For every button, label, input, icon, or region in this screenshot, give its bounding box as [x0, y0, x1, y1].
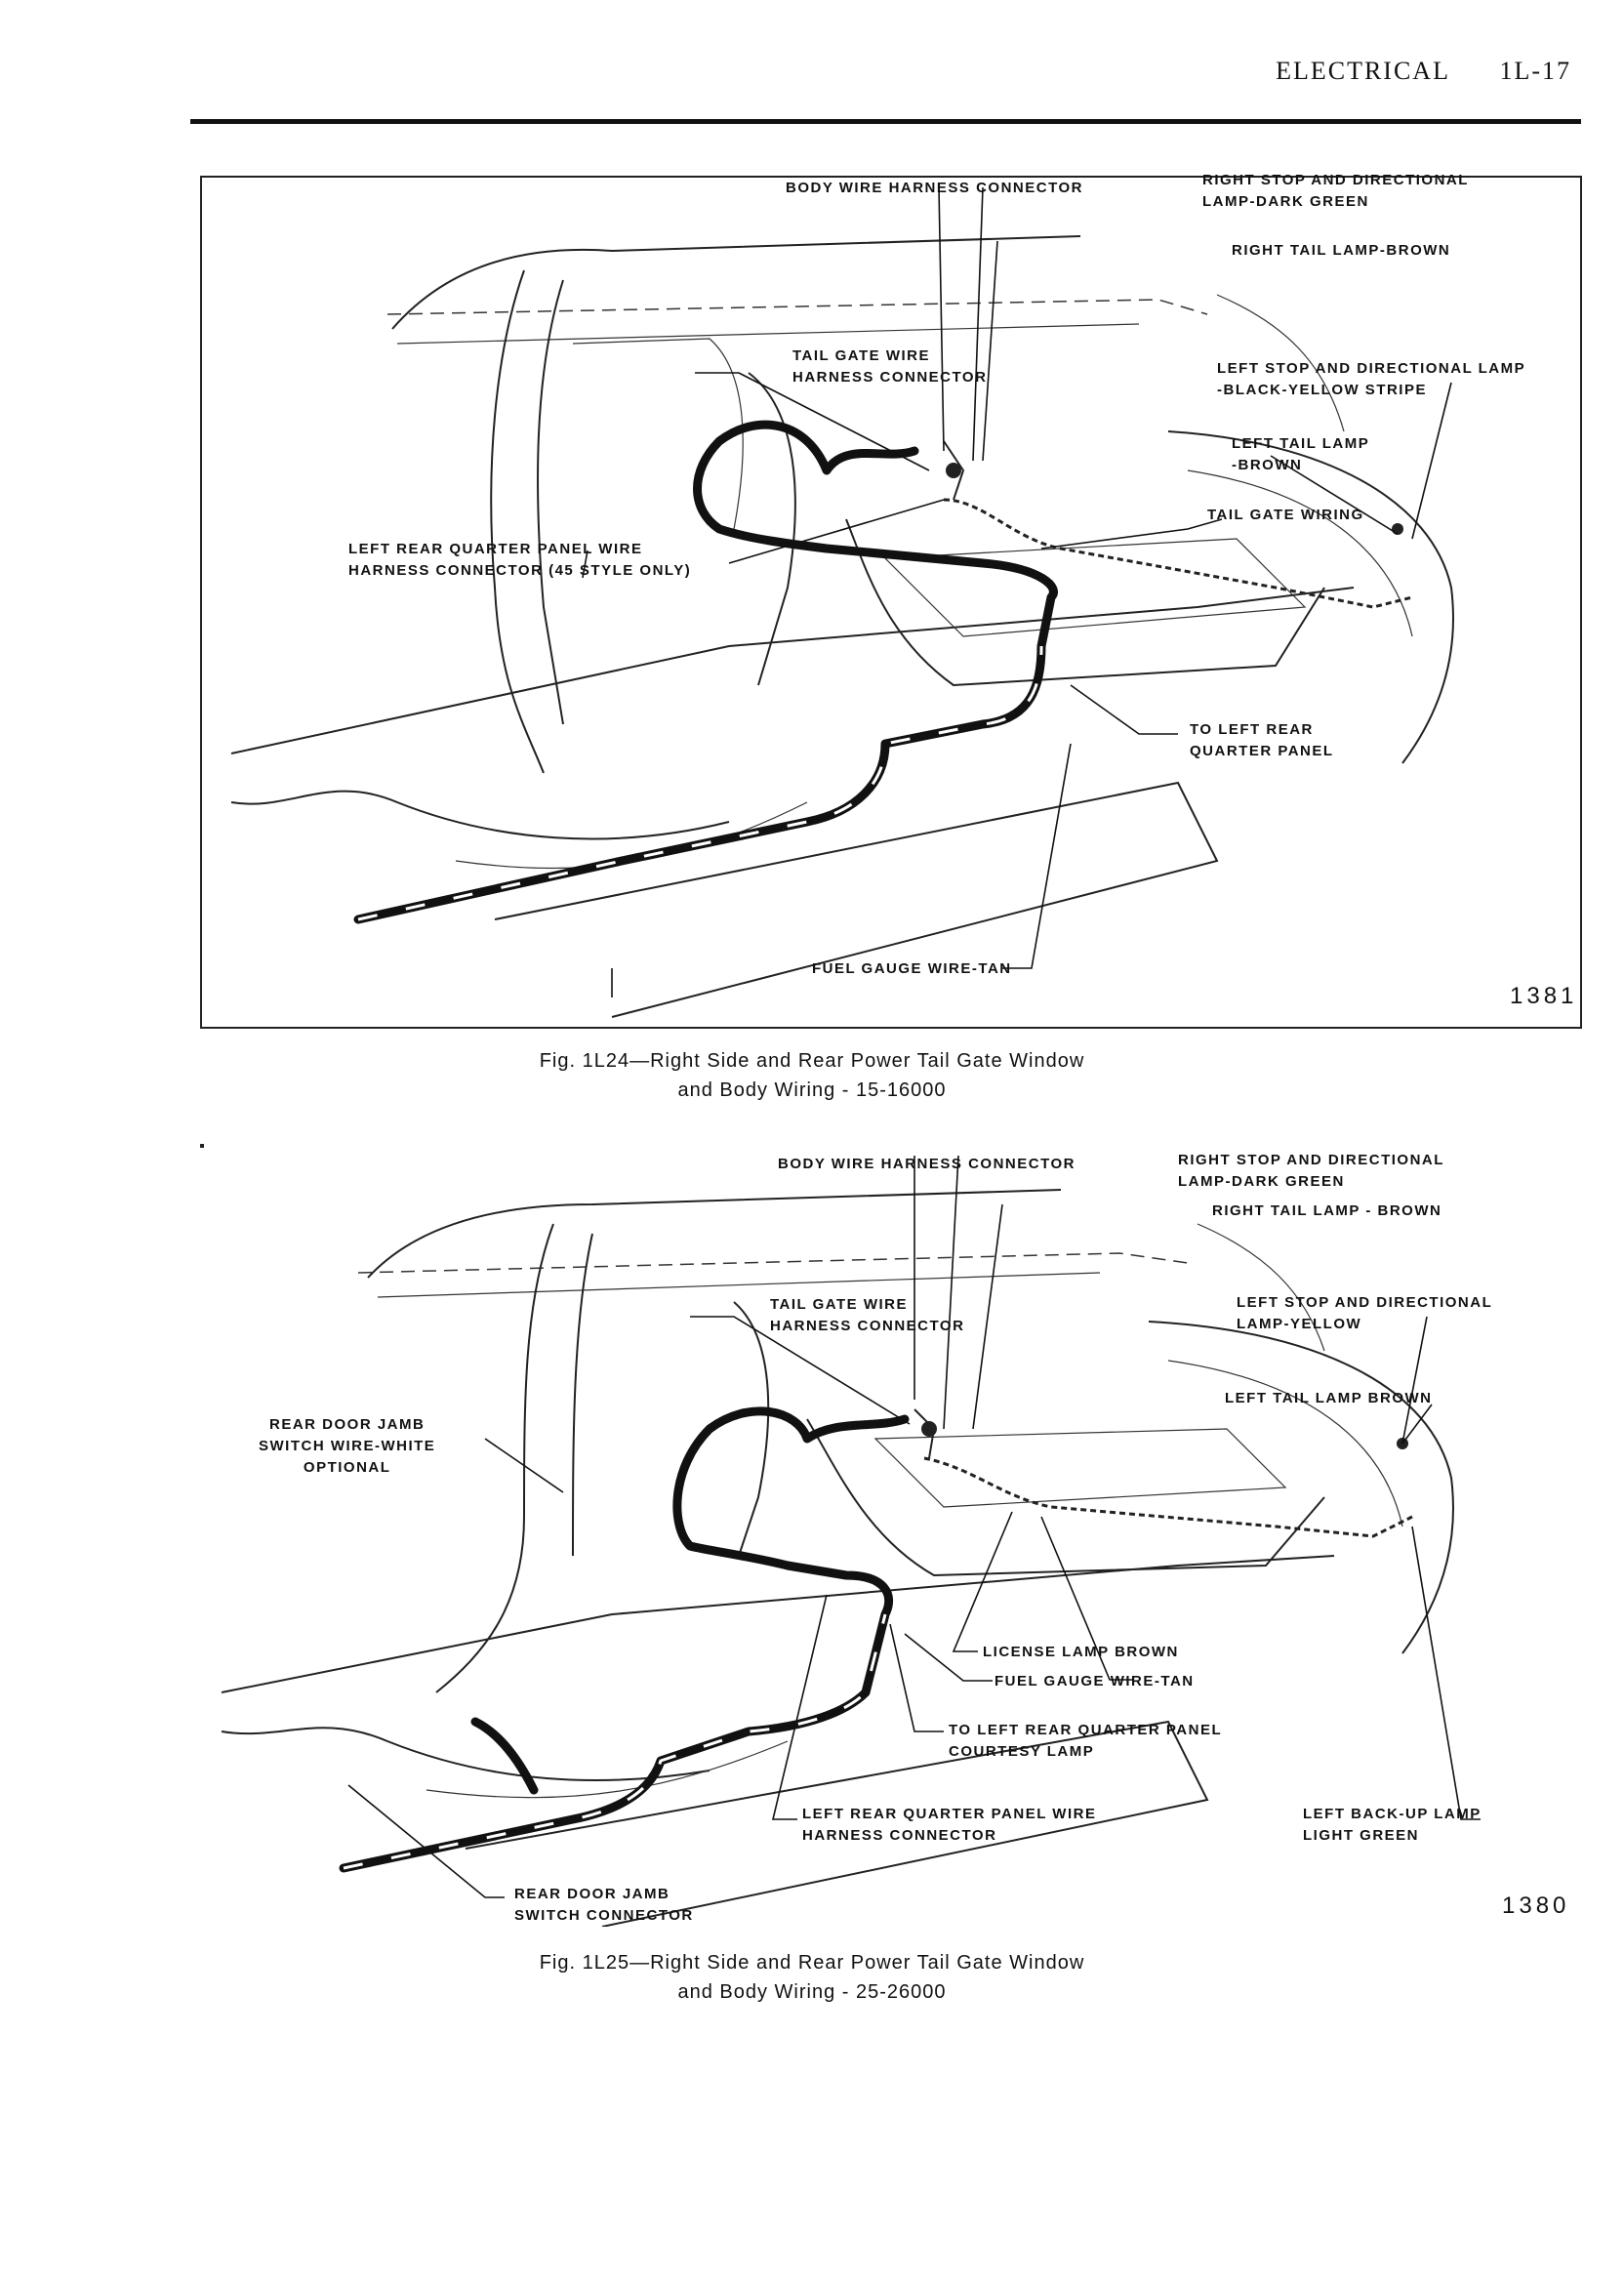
section-title: ELECTRICAL — [1276, 57, 1450, 85]
label-body-wire-harness-connector: BODY WIRE HARNESS CONNECTOR — [786, 180, 1083, 196]
figure-1-drawing — [202, 178, 1580, 1027]
label-left-stop-directional: LEFT STOP AND DIRECTIONAL LAMP-YELLOW — [1237, 1294, 1493, 1332]
label-left-back-up-lamp: LEFT BACK-UP LAMP LIGHT GREEN — [1303, 1806, 1482, 1844]
figure-2-caption: Fig. 1L25—Right Side and Rear Power Tail Gate Window and Body Wiring - 25-26000 — [539, 1952, 1085, 2003]
label-rear-door-jamb-switch-wire: REAR DOOR JAMB SWITCH WIRE-WHITE OPTIONAL — [259, 1416, 436, 1476]
label-left-stop-directional: LEFT STOP AND DIRECTIONAL LAMP -BLACK-YELLOW STRIPE — [1217, 360, 1526, 398]
label-fuel-gauge-wire: FUEL GAUGE WIRE-TAN — [995, 1673, 1195, 1690]
page-header — [1276, 57, 1571, 86]
label-right-tail-lamp: RIGHT TAIL LAMP-BROWN — [1232, 242, 1451, 259]
label-tail-gate-wire-harness: TAIL GATE WIRE HARNESS CONNECTOR — [770, 1296, 965, 1334]
label-right-stop-directional: RIGHT STOP AND DIRECTIONAL LAMP-DARK GREEN — [1178, 1152, 1444, 1190]
figure-1 — [200, 172, 1582, 1029]
figure-1-caption: Fig. 1L24—Right Side and Rear Power Tail Gate Window and Body Wiring - 15-16000 — [539, 1050, 1085, 1101]
label-left-rear-quarter-panel: LEFT REAR QUARTER PANEL WIRE HARNESS CONNECTOR (45 STYLE ONLY) — [348, 541, 692, 579]
label-rear-door-jamb-switch-connector: REAR DOOR JAMB SWITCH CONNECTOR — [514, 1886, 694, 1924]
label-body-wire-harness-connector: BODY WIRE HARNESS CONNECTOR — [778, 1156, 1076, 1172]
label-right-stop-directional: RIGHT STOP AND DIRECTIONAL LAMP-DARK GREEN — [1202, 172, 1469, 210]
label-left-tail-lamp: LEFT TAIL LAMP BROWN — [1225, 1390, 1433, 1406]
label-left-rear-quarter-panel: LEFT REAR QUARTER PANEL WIRE HARNESS CONNECTOR — [802, 1806, 1097, 1844]
label-right-tail-lamp: RIGHT TAIL LAMP - BROWN — [1212, 1202, 1442, 1219]
page-number: 1L-17 — [1499, 57, 1571, 85]
label-tail-gate-wiring: TAIL GATE WIRING — [1207, 507, 1364, 523]
label-to-left-rear-quarter: TO LEFT REAR QUARTER PANEL — [1190, 721, 1334, 759]
label-to-left-rear-quarter-courtesy: TO LEFT REAR QUARTER PANEL COURTESY LAMP — [949, 1722, 1223, 1760]
header-rule — [190, 119, 1581, 124]
label-fuel-gauge-wire: FUEL GAUGE WIRE-TAN — [812, 960, 1012, 977]
label-tail-gate-wire-harness: TAIL GATE WIRE HARNESS CONNECTOR — [792, 347, 988, 386]
figure-2 — [200, 1144, 1570, 1924]
label-left-tail-lamp: LEFT TAIL LAMP -BROWN — [1232, 435, 1370, 473]
figure-1-number: 1381 — [1510, 983, 1578, 1009]
label-license-lamp: LICENSE LAMP BROWN — [983, 1644, 1179, 1660]
figure-2-number: 1380 — [1502, 1893, 1570, 1919]
